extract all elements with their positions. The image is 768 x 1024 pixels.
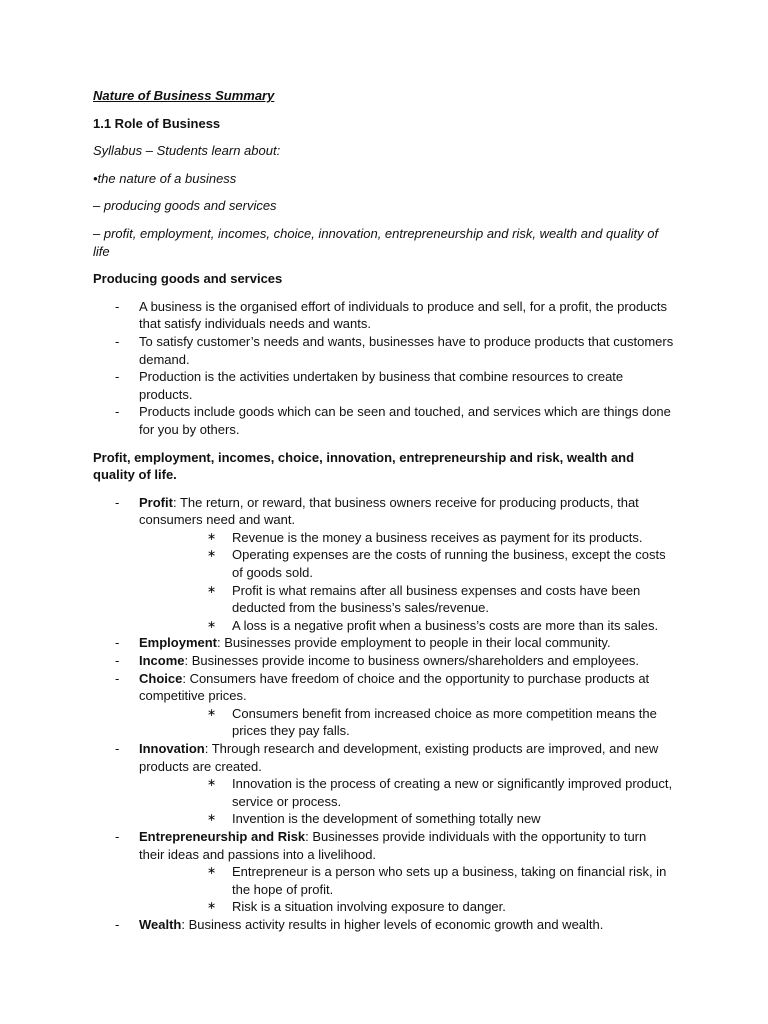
list-item xyxy=(93,298,675,333)
sub-item xyxy=(139,810,675,828)
term-income: Income xyxy=(139,653,185,669)
star-bullet-icon: ∗ xyxy=(207,548,217,561)
heading-producing: Producing goods and services xyxy=(93,271,283,287)
dash-marker: - xyxy=(115,635,120,651)
list-item-text: : Businesses provide individuals with the opportunity to turn their ideas and passions into a livelihood. xyxy=(139,828,647,862)
sub-item-text: Profit is what remains after all business expenses and costs have been deducted from the business’s sales/revenue. xyxy=(232,582,641,616)
sublist xyxy=(185,705,675,740)
list-item xyxy=(93,333,675,368)
dash-marker: - xyxy=(115,333,120,349)
list-item-wealth xyxy=(93,916,675,934)
document-body xyxy=(93,87,675,934)
dash-marker: - xyxy=(115,653,120,669)
list-item-text: : Businesses provide employment to people in their local community. xyxy=(217,635,611,651)
list-item-text: : Consumers have freedom of choice and the opportunity to purchase products at competitive prices. xyxy=(139,670,650,704)
list-item-text: Products include goods which can be seen and touched, and services which are things done for you by others. xyxy=(139,404,671,437)
profit-list xyxy=(93,494,675,934)
sublist xyxy=(185,529,675,635)
list-item-text: : The return, or reward, that business owners receive for producing products, that consumers need and want. xyxy=(139,494,639,528)
dash-marker: - xyxy=(115,670,120,686)
sub-item-text: A loss is a negative profit when a business’s costs are more than its sales. xyxy=(232,617,659,633)
star-bullet-icon: ∗ xyxy=(207,777,217,790)
term-employment: Employment xyxy=(139,635,218,651)
star-bullet-icon: ∗ xyxy=(207,530,217,543)
sub-item xyxy=(139,863,675,898)
star-bullet-icon: ∗ xyxy=(207,812,217,825)
sub-item-text: Invention is the development of something totally new xyxy=(232,811,541,827)
dash-marker: - xyxy=(115,404,120,420)
list-item-profit xyxy=(93,494,675,635)
dash-marker: - xyxy=(115,298,120,314)
sub-item xyxy=(139,617,675,635)
sub-item xyxy=(139,529,675,547)
syllabus-point: – producing goods and services xyxy=(93,198,277,214)
list-item-text: : Businesses provide income to business owners/shareholders and employees. xyxy=(184,653,640,669)
producing-list xyxy=(93,298,675,439)
term-entrepreneurship: Entrepreneurship and Risk xyxy=(139,828,306,844)
sub-item xyxy=(139,705,675,740)
star-bullet-icon: ∗ xyxy=(207,865,217,878)
section-heading: 1.1 Role of Business xyxy=(93,115,221,131)
list-item xyxy=(93,403,675,438)
sub-item xyxy=(139,775,675,810)
list-item-innovation xyxy=(93,740,675,828)
list-item-income xyxy=(93,652,675,670)
dash-marker: - xyxy=(115,828,120,844)
sub-item-text: Operating expenses are the costs of running the business, except the costs of goods sold. xyxy=(232,547,666,581)
sub-item-text: Revenue is the money a business receives as payment for its products. xyxy=(232,529,643,545)
heading-profit: Profit, employment, incomes, choice, innovation, entrepreneurship and risk, wealth and quality of life. xyxy=(93,449,635,483)
list-item-text: : Business activity results in higher levels of economic growth and wealth. xyxy=(181,916,604,932)
star-bullet-icon: ∗ xyxy=(207,583,217,596)
list-item-text: To satisfy customer’s needs and wants, businesses have to produce products that customers demand. xyxy=(139,333,674,367)
list-item-text: Production is the activities undertaken by business that combine resources to create products. xyxy=(139,369,624,402)
sublist xyxy=(185,775,675,828)
term-choice: Choice xyxy=(139,670,183,686)
syllabus-point: •the nature of a business xyxy=(93,170,237,186)
sub-item xyxy=(139,546,675,581)
sublist xyxy=(185,863,675,916)
list-item-text: : Through research and development, existing products are improved, and new products are created. xyxy=(139,741,659,774)
term-wealth: Wealth xyxy=(139,916,182,932)
dash-marker: - xyxy=(115,369,120,385)
term-profit: Profit xyxy=(139,494,173,510)
dash-marker: - xyxy=(115,741,120,756)
sub-item xyxy=(139,582,675,617)
syllabus-intro: Syllabus – Students learn about: xyxy=(93,143,281,159)
sub-item xyxy=(139,898,675,916)
sub-item-text: Consumers benefit from increased choice as more competition means the prices they pay falls. xyxy=(232,705,657,739)
star-bullet-icon: ∗ xyxy=(207,900,217,913)
sub-item-text: Innovation is the process of creating a new or significantly improved product, service or process. xyxy=(232,776,673,809)
list-item-entrepreneurship xyxy=(93,828,675,916)
syllabus-point: – profit, employment, incomes, choice, innovation, entrepreneurship and risk, wealth and quality of life xyxy=(93,225,659,259)
list-item xyxy=(93,368,675,403)
sub-item-text: Risk is a situation involving exposure to danger. xyxy=(232,899,506,915)
dash-marker: - xyxy=(115,916,120,932)
list-item-choice xyxy=(93,670,675,740)
document-title: Nature of Business Summary xyxy=(93,88,275,103)
list-item-text: A business is the organised effort of individuals to produce and sell, for a profit, the products that satisfy individuals needs and wants. xyxy=(139,298,668,332)
star-bullet-icon: ∗ xyxy=(207,618,217,631)
list-item-employment xyxy=(93,634,675,652)
star-bullet-icon: ∗ xyxy=(207,706,217,719)
sub-item-text: Entrepreneur is a person who sets up a business, taking on financial risk, in the hope of profit. xyxy=(232,864,667,897)
term-innovation: Innovation xyxy=(139,741,205,756)
dash-marker: - xyxy=(115,494,120,510)
